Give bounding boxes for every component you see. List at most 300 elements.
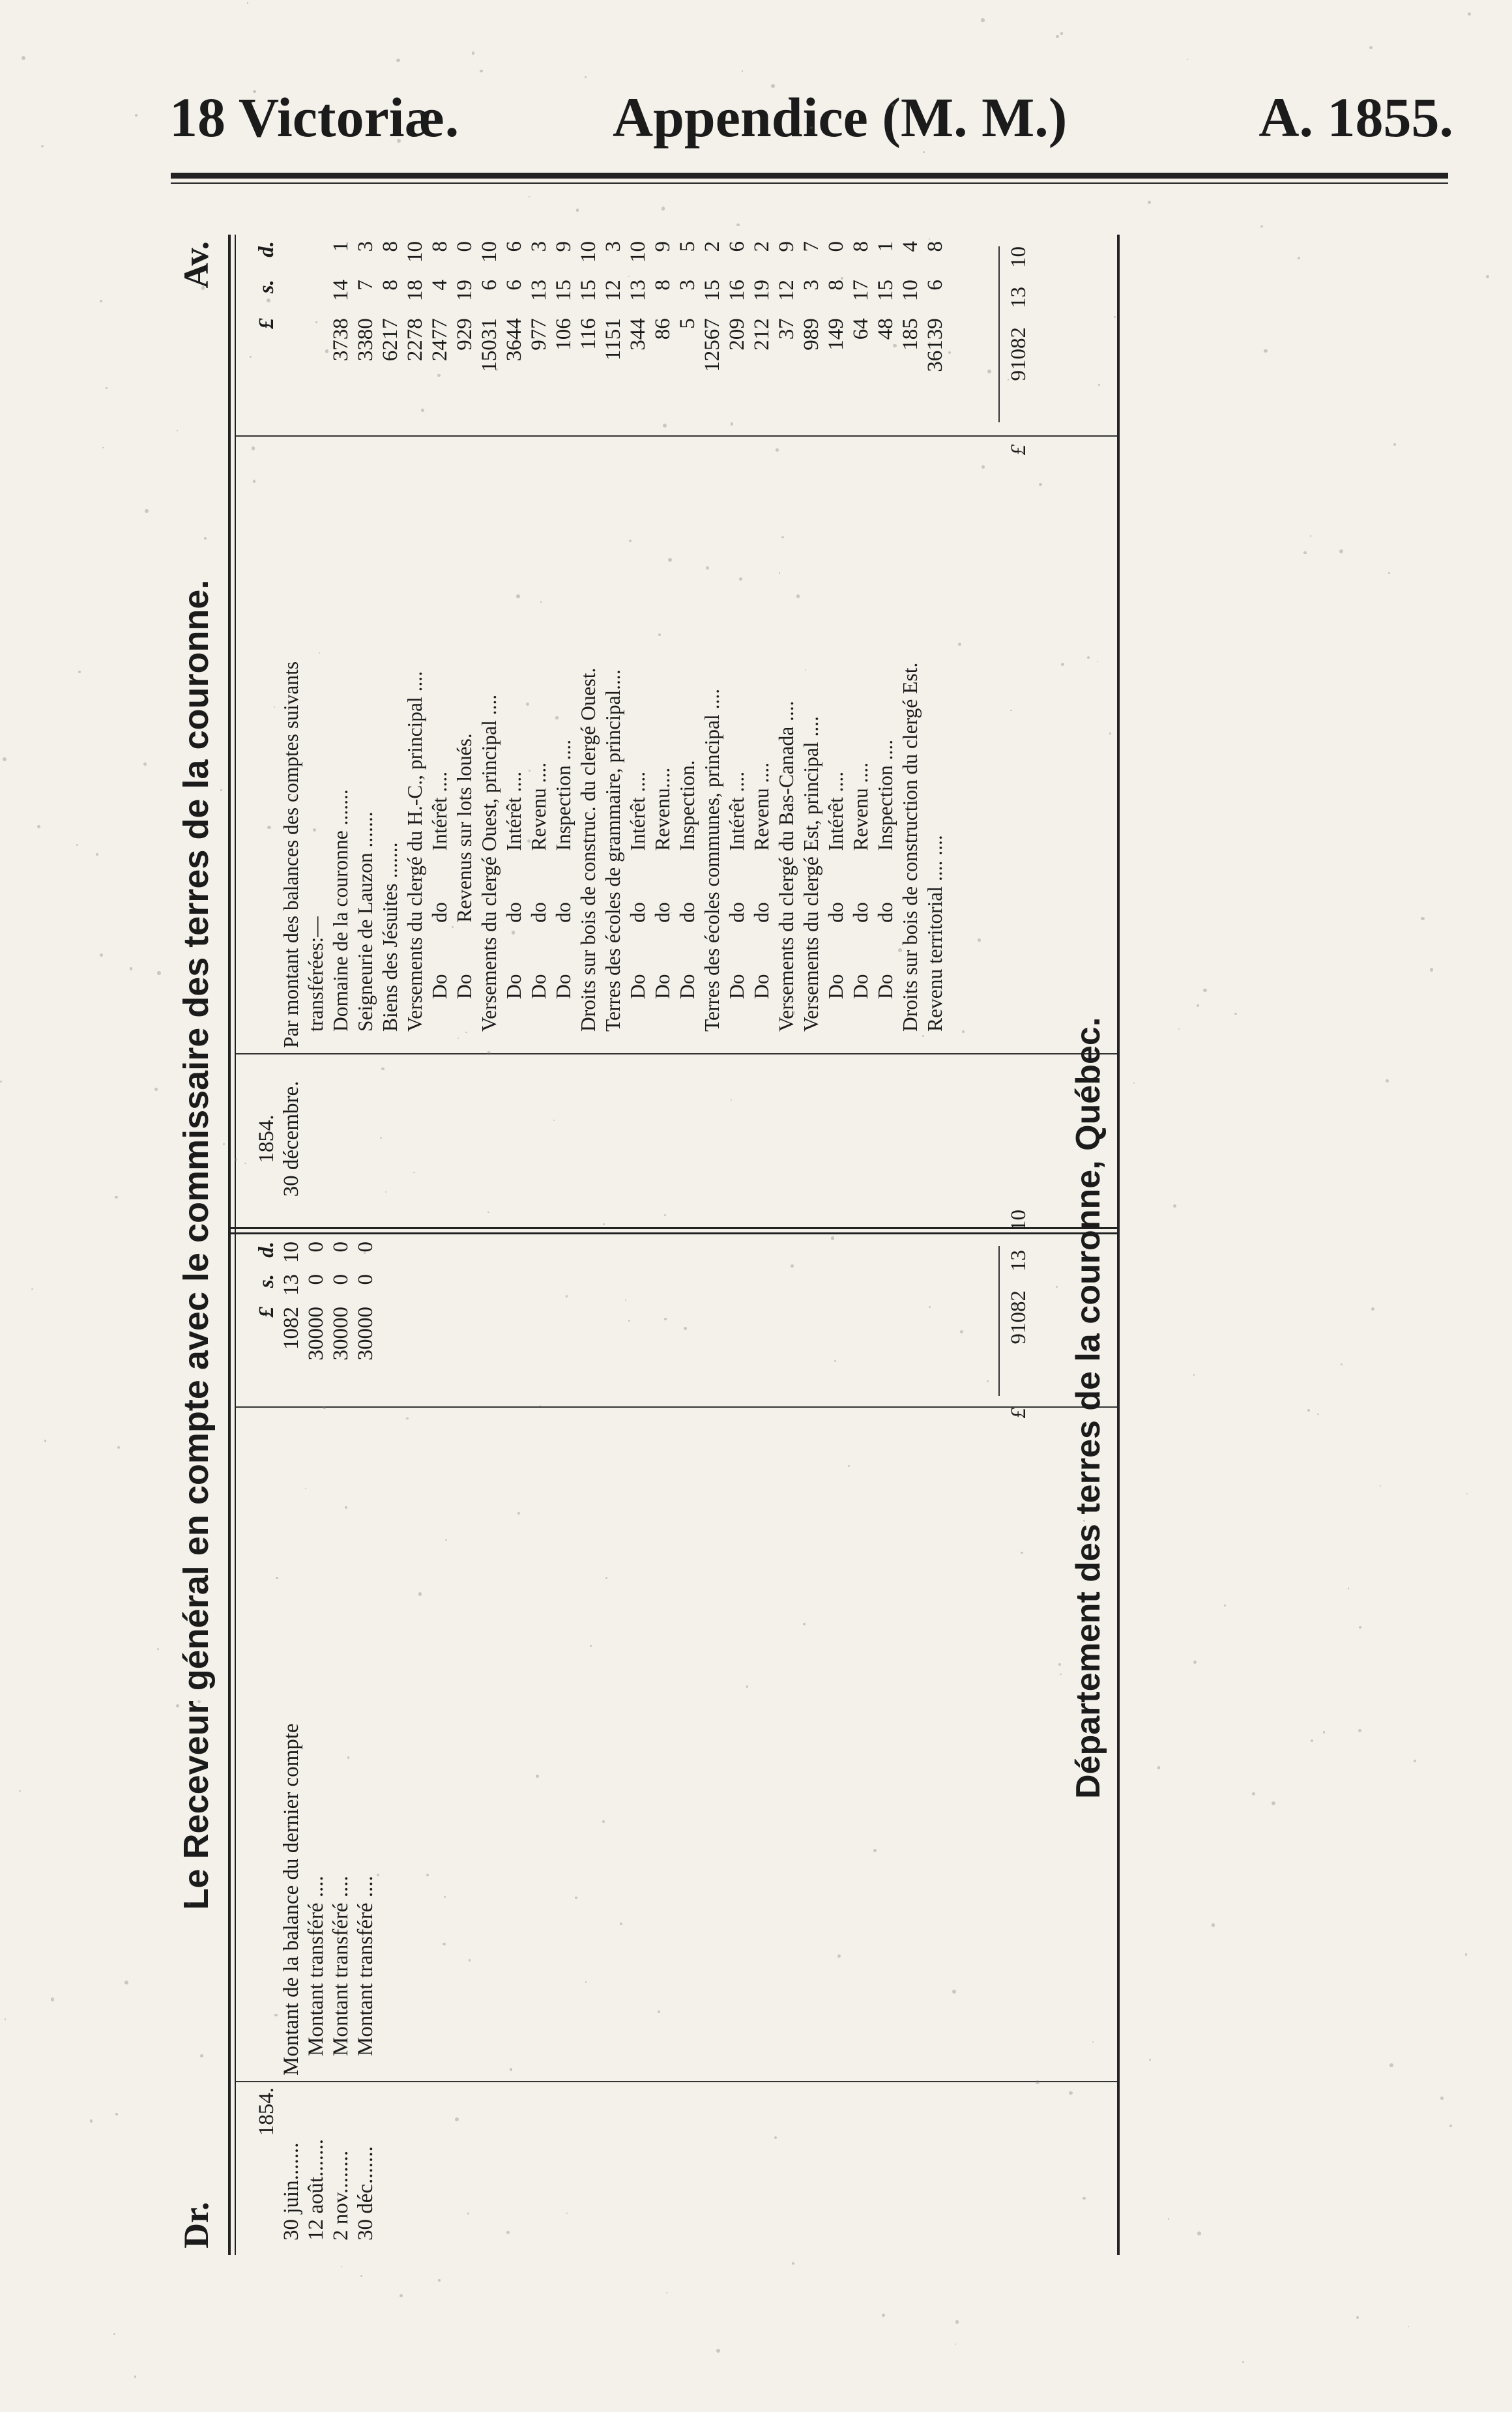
header-rule — [171, 173, 1448, 179]
paper-speck — [774, 2136, 777, 2139]
paper-speck — [1386, 1079, 1389, 1082]
paper-speck — [345, 1506, 347, 1509]
credit-label: Av. — [177, 241, 216, 289]
paper-speck — [418, 1592, 422, 1595]
paper-speck — [1069, 2091, 1072, 2095]
paper-speck — [831, 1236, 835, 1240]
paper-speck — [31, 1288, 33, 1290]
paper-speck — [1414, 1760, 1416, 1762]
paper-speck — [575, 1896, 577, 1899]
credit-item: Do do Intérêt .... — [502, 771, 525, 999]
credit-amount: 3738 14 1 — [329, 241, 353, 362]
paper-speck — [1224, 1605, 1226, 1606]
paper-speck — [1197, 2231, 1201, 2235]
paper-speck — [1252, 1792, 1255, 1795]
paper-speck — [313, 828, 316, 832]
header-rule-thin — [171, 182, 1448, 184]
paper-speck — [380, 1137, 381, 1139]
paper-speck — [19, 1790, 21, 1792]
debit-item: Montant transféré .... — [304, 1876, 328, 2056]
paper-speck — [1369, 46, 1372, 49]
credit-amount: 149 8 0 — [824, 241, 848, 351]
paper-speck — [1468, 12, 1471, 16]
paper-speck — [102, 447, 104, 448]
paper-speck — [106, 387, 108, 389]
paper-speck — [1083, 1520, 1085, 1522]
paper-speck — [274, 2014, 277, 2016]
paper-speck — [1157, 1766, 1161, 1769]
paper-speck — [536, 1775, 539, 1778]
paper-speck — [1466, 1493, 1468, 1494]
appendix-label: Appendice (M. M.) — [613, 86, 1068, 149]
paper-speck — [1193, 1661, 1197, 1664]
paper-speck — [978, 938, 980, 941]
credit-item: Terres des écoles de grammaire, principal.... — [602, 669, 624, 1032]
paper-speck — [267, 298, 270, 302]
paper-speck — [100, 300, 102, 302]
debit-total: £ 91082 13 10 — [1007, 1210, 1031, 1447]
credit-amount: 64 17 8 — [849, 241, 873, 340]
paper-speck — [267, 826, 270, 829]
paper-speck — [22, 56, 25, 60]
paper-speck — [512, 931, 515, 934]
paper-speck — [0, 1081, 2, 1082]
paper-speck — [1203, 989, 1207, 993]
debit-date: 12 août....... — [304, 2139, 328, 2241]
paper-speck — [437, 374, 440, 377]
credit-item: Terres des écoles communes, principal .... — [701, 688, 723, 1032]
credit-amount-header: £ s. d. — [255, 241, 278, 329]
paper-speck — [923, 151, 925, 153]
paper-speck — [585, 1981, 587, 1983]
credit-item: Revenu territorial .... .... — [923, 835, 946, 1032]
paper-speck — [1109, 733, 1111, 734]
paper-speck — [661, 907, 663, 910]
credit-date: 30 décembre. — [280, 1081, 303, 1197]
paper-speck — [244, 1163, 246, 1164]
paper-speck — [154, 1088, 158, 1091]
debit-items-column — [279, 1417, 378, 2076]
paper-speck — [157, 971, 161, 975]
paper-speck — [540, 601, 542, 603]
debit-amount: 30000 0 0 — [329, 1242, 353, 1361]
paper-speck — [666, 2292, 667, 2293]
credit-amount: 12567 15 2 — [701, 241, 724, 372]
debit-amount: 30000 0 0 — [304, 1242, 328, 1361]
credit-item: Do do Revenu .... — [527, 762, 550, 999]
paper-speck — [981, 465, 985, 469]
paper-speck — [952, 1990, 956, 1994]
paper-speck — [731, 422, 733, 425]
credit-item: transférées:— — [304, 916, 327, 1032]
paper-speck — [981, 18, 984, 22]
paper-speck — [892, 104, 895, 107]
paper-speck — [658, 633, 661, 636]
paper-speck — [1421, 917, 1425, 921]
paper-speck — [100, 953, 103, 957]
credit-amount: 3380 7 3 — [354, 241, 377, 362]
paper-speck — [469, 1959, 471, 1962]
paper-speck — [1358, 1729, 1361, 1732]
paper-speck — [1193, 1374, 1195, 1376]
paper-speck — [628, 1320, 630, 1322]
paper-speck — [396, 59, 400, 63]
paper-speck — [736, 224, 740, 227]
paper-speck — [3, 757, 7, 761]
paper-speck — [960, 1330, 963, 1333]
paper-speck — [791, 1264, 794, 1268]
paper-speck — [315, 321, 317, 323]
paper-speck — [1114, 316, 1116, 318]
paper-speck — [898, 948, 902, 952]
paper-speck — [115, 1196, 118, 1199]
paper-speck — [1440, 2097, 1444, 2100]
paper-speck — [1408, 2326, 1409, 2327]
credit-item: Do do Intérêt .... — [824, 771, 847, 999]
paper-speck — [78, 671, 81, 673]
paper-speck — [1260, 225, 1263, 228]
credit-total: £ 91082 13 10 — [1007, 246, 1031, 484]
debit-date: 30 juin....... — [280, 2142, 303, 2241]
paper-speck — [1465, 1953, 1467, 1955]
paper-speck — [1371, 1307, 1374, 1311]
paper-speck — [124, 1981, 128, 1984]
paper-speck — [201, 286, 205, 289]
paper-speck — [540, 1405, 541, 1406]
paper-speck — [117, 1446, 120, 1449]
credit-item: Do do Inspection. — [676, 760, 699, 999]
debit-item: Montant de la balance du dernier compte — [280, 1723, 303, 2076]
department-footer: Département des terres de la couronne, Québec. — [1069, 1017, 1107, 1799]
paper-speck — [1449, 2125, 1452, 2127]
paper-speck — [188, 1902, 190, 1905]
credit-amount: 116 15 10 — [577, 241, 600, 350]
paper-speck — [492, 244, 493, 246]
paper-speck — [1393, 443, 1397, 446]
paper-speck — [803, 1623, 806, 1625]
running-header — [169, 85, 1453, 156]
paper-speck — [397, 139, 401, 143]
paper-speck — [1021, 1552, 1023, 1554]
paper-speck — [1317, 1414, 1318, 1415]
paper-speck — [585, 76, 587, 78]
paper-speck — [1341, 1363, 1343, 1366]
debit-date-divider — [236, 2081, 1117, 2082]
paper-speck — [1168, 2218, 1169, 2219]
paper-speck — [44, 1440, 46, 1442]
paper-speck — [1187, 59, 1188, 60]
paper-speck — [1486, 275, 1489, 278]
credit-amount: 15031 6 10 — [478, 241, 501, 372]
credit-item: Do do Revenu .... — [849, 762, 872, 999]
paper-speck — [668, 558, 672, 562]
paper-speck — [274, 706, 275, 708]
debit-year: 1854. — [255, 2087, 278, 2136]
paper-speck — [792, 2262, 794, 2265]
paper-speck — [955, 2344, 956, 2345]
paper-speck — [1323, 1731, 1326, 1734]
credit-amount: 48 15 1 — [874, 241, 897, 340]
paper-speck — [841, 277, 843, 280]
credit-item: Versements du clergé Est, principal .... — [800, 716, 822, 1032]
credit-item: Do do Revenu.... — [651, 767, 674, 999]
debit-label: Dr. — [177, 2201, 216, 2248]
paper-speck — [426, 1874, 429, 1876]
credit-items-column — [279, 442, 948, 1048]
paper-speck — [1058, 1663, 1061, 1666]
paper-speck — [381, 1068, 384, 1070]
paper-speck — [1339, 549, 1343, 553]
debit-amounts-column — [254, 1242, 378, 1401]
paper-speck — [1242, 2361, 1244, 2363]
paper-speck — [1430, 968, 1433, 971]
paper-speck — [663, 424, 667, 428]
credit-item: Versements du clergé du H.-C., principal .... — [403, 671, 426, 1032]
paper-speck — [487, 1212, 489, 1213]
paper-speck — [115, 2113, 117, 2115]
paper-speck — [1056, 35, 1059, 38]
paper-speck — [413, 1172, 415, 1174]
paper-speck — [51, 1998, 55, 2001]
paper-speck — [377, 1874, 379, 1876]
debit-amount: 30000 0 0 — [354, 1242, 377, 1361]
paper-speck — [742, 70, 743, 72]
credit-item: Versements du clergé Ouest, principal .... — [478, 694, 501, 1032]
paper-speck — [566, 1295, 568, 1298]
credit-amount: 86 8 9 — [651, 241, 675, 340]
credit-item: Do Revenus sur lots loués. — [453, 733, 476, 999]
paper-speck — [1348, 1588, 1349, 1589]
credit-amount: 3644 6 6 — [502, 241, 526, 362]
paper-speck — [1014, 1303, 1017, 1306]
paper-speck — [480, 70, 483, 73]
paper-speck — [929, 239, 930, 240]
paper-speck — [1272, 1801, 1275, 1805]
paper-speck — [716, 2349, 720, 2353]
credit-amount: 977 13 3 — [527, 241, 551, 351]
account-title: Le Receveur général en compte avec le commissaire des terres de la couronne. — [177, 579, 216, 1910]
credit-item: Do do Inspection .... — [552, 739, 575, 999]
debit-amount-divider — [236, 1406, 1117, 1408]
paper-speck — [41, 145, 43, 147]
year-label: A. 1855. — [1258, 86, 1453, 149]
paper-speck — [1212, 1923, 1215, 1926]
paper-speck — [1173, 1204, 1176, 1208]
paper-speck — [576, 209, 579, 211]
credit-item: Biens des Jésuites ....... — [379, 842, 401, 1032]
paper-speck — [1098, 384, 1099, 385]
debit-date: 2 nov........ — [329, 2150, 353, 2241]
paper-speck — [929, 1306, 931, 1308]
paper-speck — [1087, 656, 1090, 659]
paper-speck — [444, 1896, 446, 1898]
paper-speck — [360, 2275, 362, 2277]
credit-amount: 36139 6 8 — [923, 241, 947, 372]
paper-speck — [200, 2054, 203, 2057]
paper-speck — [134, 2376, 137, 2378]
credit-item: Do do Intérêt .... — [626, 771, 649, 999]
paper-speck — [922, 1035, 924, 1037]
paper-speck — [1036, 2080, 1040, 2084]
paper-speck — [385, 1191, 386, 1193]
paper-speck — [1359, 1626, 1361, 1629]
paper-speck — [177, 430, 178, 431]
credit-item: Droits sur bois de construction du clergé Est. — [899, 662, 922, 1032]
paper-speck — [113, 2333, 116, 2336]
paper-speck — [235, 1158, 237, 1161]
credit-item: Droits sur bois de construc. du clergé Ouest. — [577, 667, 600, 1032]
paper-speck — [1388, 572, 1389, 574]
paper-speck — [1298, 257, 1300, 259]
paper-speck — [438, 2279, 441, 2282]
credit-amount: 37 12 9 — [775, 241, 798, 340]
credit-item: Do do Inspection .... — [874, 739, 897, 999]
debit-item: Montant transféré .... — [329, 1876, 353, 2056]
credit-sum-rule — [998, 246, 1000, 422]
paper-speck — [370, 892, 371, 894]
credit-amount: 185 10 4 — [899, 241, 922, 351]
credit-item: Seigneurie de Lauzon ....... — [354, 811, 377, 1032]
credit-amount: 6217 8 8 — [379, 241, 402, 362]
paper-speck — [96, 853, 98, 856]
credit-year: 1854. — [255, 1114, 278, 1163]
paper-speck — [948, 351, 951, 354]
paper-speck — [955, 2320, 959, 2324]
paper-speck — [662, 207, 665, 210]
paper-speck — [37, 825, 40, 828]
account-statement — [163, 235, 1141, 2255]
paper-speck — [472, 51, 474, 54]
paper-speck — [529, 196, 530, 197]
credit-amount: 989 3 7 — [800, 241, 823, 351]
credit-item: Do do Intérêt .... — [725, 771, 748, 999]
credit-amount: 2477 4 8 — [428, 241, 452, 362]
paper-speck — [400, 2294, 403, 2297]
debit-sum-rule — [998, 1246, 1000, 1396]
paper-speck — [145, 509, 149, 513]
paper-speck — [130, 967, 132, 970]
paper-speck — [323, 1406, 325, 1409]
credit-item: Do do Intérêt .... — [428, 771, 451, 999]
paper-speck — [1389, 2063, 1393, 2067]
paper-speck — [76, 844, 78, 846]
center-divider — [228, 1232, 1118, 1234]
paper-speck — [487, 1051, 491, 1055]
credit-amount: 2278 18 10 — [403, 241, 427, 362]
paper-speck — [603, 1223, 605, 1225]
credit-amount: 344 13 10 — [626, 241, 650, 351]
paper-speck — [913, 800, 917, 804]
paper-speck — [929, 342, 931, 344]
paper-speck — [882, 2314, 885, 2317]
credit-date-column — [254, 1059, 304, 1219]
credit-amount: 5 3 5 — [676, 241, 699, 329]
paper-speck — [1310, 535, 1311, 536]
paper-speck — [443, 1943, 445, 1945]
center-divider-2 — [228, 1227, 1118, 1229]
paper-speck — [1356, 2316, 1359, 2319]
credit-item: Do do Revenu .... — [750, 762, 773, 999]
paper-speck — [1264, 349, 1267, 353]
paper-speck — [319, 652, 320, 654]
paper-speck — [421, 409, 424, 412]
paper-speck — [629, 540, 632, 542]
paper-speck — [776, 448, 779, 452]
credit-amount: 209 16 6 — [725, 241, 749, 351]
paper-speck — [250, 356, 252, 358]
paper-speck — [510, 2068, 512, 2071]
paper-speck — [157, 1648, 159, 1650]
paper-speck — [197, 1700, 200, 1703]
paper-speck — [143, 763, 147, 766]
paper-speck — [590, 1645, 592, 1647]
table-bottom-rule — [1117, 235, 1120, 2255]
credit-item: Domaine de la couronne ....... — [329, 789, 352, 1032]
debit-date: 30 déc....... — [354, 2146, 377, 2241]
paper-speck — [746, 1685, 749, 1688]
paper-speck — [1148, 201, 1151, 204]
paper-speck — [252, 446, 255, 450]
paper-speck — [325, 349, 328, 353]
session-label: 18 Victoriæ. — [169, 86, 459, 149]
paper-speck — [1149, 2059, 1151, 2061]
debit-amount: 1082 13 10 — [280, 1242, 303, 1350]
debit-date-column — [254, 2087, 378, 2241]
credit-item: Versements du clergé du Bas-Canada .... — [775, 701, 798, 1032]
paper-speck — [1234, 1013, 1237, 1015]
credit-item: Par montant des balances des comptes suivants — [280, 661, 302, 1048]
paper-speck — [805, 669, 806, 671]
table-top-rule-thin — [235, 235, 236, 2255]
paper-speck — [625, 1300, 626, 1301]
paper-speck — [341, 2266, 342, 2267]
credit-amount: 929 19 0 — [453, 241, 476, 351]
paper-speck — [467, 2213, 469, 2215]
debit-item: Montant transféré .... — [354, 1876, 377, 2056]
paper-speck — [516, 594, 520, 598]
credit-date-divider — [236, 1053, 1117, 1054]
paper-speck — [135, 114, 138, 117]
paper-speck — [1197, 1004, 1199, 1007]
paper-speck — [1307, 1409, 1310, 1412]
paper-speck — [247, 2, 249, 4]
credit-amount — [279, 241, 304, 430]
table-top-rule — [228, 235, 231, 2255]
paper-speck — [1060, 1674, 1062, 1676]
paper-speck — [781, 536, 783, 538]
paper-speck — [739, 577, 742, 581]
paper-speck — [555, 716, 559, 719]
paper-speck — [276, 1577, 278, 1580]
paper-speck — [1178, 1028, 1180, 1030]
credit-amount-divider — [236, 435, 1117, 437]
credit-amounts-column — [254, 241, 948, 430]
paper-speck — [1311, 1739, 1313, 1742]
paper-speck — [893, 344, 897, 348]
currency-symbol: £ — [1007, 444, 1030, 456]
debit-amount-header: £ s. d. — [255, 1242, 278, 1318]
paper-speck — [406, 1417, 409, 1420]
paper-speck — [837, 1954, 841, 1958]
paper-speck — [1060, 32, 1064, 35]
paper-speck — [958, 643, 961, 646]
credit-amount — [304, 241, 328, 430]
credit-amount: 212 19 2 — [750, 241, 774, 351]
paper-speck — [1380, 1485, 1382, 1487]
paper-speck — [220, 789, 222, 791]
paper-speck — [5, 2018, 7, 2020]
credit-amount: 106 15 9 — [552, 241, 575, 351]
